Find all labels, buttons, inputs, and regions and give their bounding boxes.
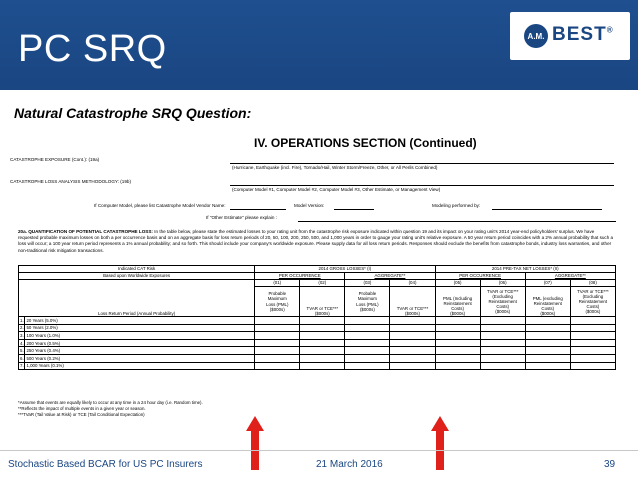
value-cell[interactable] (570, 339, 615, 347)
exposure-label: CATASTROPHE EXPOSURE (Cont.): (19a) (10, 157, 100, 162)
table-row (19, 324, 616, 332)
value-cell[interactable] (300, 362, 345, 370)
logo-text: BEST (552, 24, 607, 45)
col-num-08: (08) (570, 280, 615, 287)
value-cell[interactable] (390, 324, 435, 332)
row-number: 6. (20, 355, 24, 361)
vendor-field-line (230, 209, 286, 210)
value-cell[interactable] (570, 317, 615, 325)
value-cell[interactable] (525, 354, 570, 362)
value-cell[interactable] (525, 317, 570, 325)
value-cell[interactable] (345, 332, 390, 340)
exposure-field-line (230, 163, 614, 164)
method-label: CATASTROPHE LOSS ANALYSIS METHODOLOGY: (19b) (10, 179, 131, 184)
question-heading: Natural Catastrophe SRQ Question: (14, 105, 252, 121)
table-row (19, 339, 616, 347)
value-cell[interactable] (345, 317, 390, 325)
value-cell[interactable] (480, 324, 525, 332)
col-num-04: (04) (390, 280, 435, 287)
row-period-label: 20 Years (5.0%) (25, 317, 255, 325)
value-cell[interactable] (570, 332, 615, 340)
value-cell[interactable] (255, 332, 300, 340)
am-best-logo (510, 12, 630, 60)
other-field-line (298, 221, 616, 222)
row-number: 5. (20, 348, 24, 354)
value-cell[interactable] (255, 354, 300, 362)
value-cell[interactable] (480, 332, 525, 340)
footnote-1: *Assume that events are equally likely to occur at any time in a 24 hour day (i.e. Random time). (18, 400, 203, 405)
indicated-cat-risk-header: Indicated CAT Risk (19, 266, 255, 273)
footnote-2: **Reflects the impact of multiple events in a given year or season. (18, 406, 146, 411)
table-row (19, 362, 616, 370)
footer-divider (0, 450, 638, 451)
table-footnotes (18, 400, 203, 418)
value-cell[interactable] (570, 354, 615, 362)
footer-date: 21 March 2016 (316, 459, 383, 470)
gross-aggregate-header: AGGREGATE** (345, 273, 435, 280)
value-cell[interactable] (300, 339, 345, 347)
value-cell[interactable] (480, 354, 525, 362)
value-cell[interactable] (435, 347, 480, 355)
value-cell[interactable] (435, 317, 480, 325)
am-best-wordmark (552, 24, 614, 46)
value-cell[interactable] (525, 339, 570, 347)
question-20a-text (18, 229, 616, 254)
logo-reg-mark: ® (606, 25, 614, 35)
value-cell[interactable] (345, 362, 390, 370)
exposure-hint: (Hurricane, Earthquake (incl. Fire), Tornado/Hail, Winter Storm/Freeze, Other, or All Perils Combined) (232, 165, 438, 170)
row-number: 1. (20, 317, 24, 323)
table-row (19, 354, 616, 362)
col-head-05: PML (Including Reinstatement Costs) ($000s) (435, 287, 480, 317)
col-head-07: PML (excluding Reinstatement Costs) ($000s) (525, 287, 570, 317)
table-row (19, 332, 616, 340)
value-cell[interactable] (255, 339, 300, 347)
footnote-3: ***TVaR (Tail Value at Risk) or TCE (Tail Conditional Expectation) (18, 412, 145, 417)
col-num-02: (02) (300, 280, 345, 287)
row-number: 4. (20, 340, 24, 346)
col-num-03: (03) (345, 280, 390, 287)
value-cell[interactable] (345, 347, 390, 355)
row-period-label: 250 Years (0.4%) (25, 347, 255, 355)
row-label-header: Loss Return Period (Annual Probability) (19, 280, 255, 317)
version-field-line (334, 209, 374, 210)
row-number: 7. (20, 363, 24, 369)
value-cell[interactable] (570, 362, 615, 370)
gross-losses-header: 2014 GROSS LOSSES* (I) (255, 266, 435, 273)
gross-per-occurrence-header: PER OCCURRENCE (255, 273, 345, 280)
value-cell[interactable] (300, 317, 345, 325)
title-band (0, 0, 638, 90)
pml-table-body (19, 317, 616, 370)
question-20a-heading: 20a. QUANTIFICATION OF POTENTIAL CATASTROPHE LOSS: (18, 229, 153, 234)
value-cell[interactable] (255, 324, 300, 332)
value-cell[interactable] (390, 362, 435, 370)
net-aggregate-header: AGGREGATE** (525, 273, 615, 280)
col-head-03: Probable Maximum Loss (PML) ($000s) (345, 287, 390, 317)
value-cell[interactable] (300, 347, 345, 355)
col-head-02: TVAR or TCE*** ($000s) (300, 287, 345, 317)
value-cell[interactable] (300, 354, 345, 362)
row-number: 2. (20, 325, 24, 331)
value-cell[interactable] (480, 317, 525, 325)
red-arrow-up-icon (246, 416, 264, 470)
net-per-occurrence-header: PER OCCURRENCE (435, 273, 525, 280)
based-upon-header: Based upon Worldwide Exposures (19, 273, 255, 280)
row-period-label: 100 Years (1.0%) (25, 332, 255, 340)
value-cell[interactable] (435, 339, 480, 347)
value-cell[interactable] (480, 347, 525, 355)
value-cell[interactable] (345, 354, 390, 362)
value-cell[interactable] (390, 317, 435, 325)
col-num-06: (06) (480, 280, 525, 287)
value-cell[interactable] (255, 362, 300, 370)
value-cell[interactable] (435, 354, 480, 362)
red-arrow-up-icon (431, 416, 449, 470)
col-head-01: Probable Maximum Loss (PML) ($000s) (255, 287, 300, 317)
pml-table (18, 265, 616, 370)
method-hint: (Computer Model #1, Computer Model #2, Computer Model #3, Other Estimate, or Management View) (232, 187, 441, 192)
value-cell[interactable] (480, 339, 525, 347)
other-label: If "Other Estimate" please explain : (206, 215, 277, 220)
value-cell[interactable] (255, 317, 300, 325)
value-cell[interactable] (525, 362, 570, 370)
value-cell[interactable] (300, 332, 345, 340)
value-cell[interactable] (525, 332, 570, 340)
col-num-01: (01) (255, 280, 300, 287)
col-head-06: TVAR or TCE*** (Excluding Reinstatement Costs) ($000s) (480, 287, 525, 317)
value-cell[interactable] (345, 324, 390, 332)
row-period-label: 1,000 Years (0.1%) (25, 362, 255, 370)
value-cell[interactable] (525, 324, 570, 332)
value-cell[interactable] (390, 347, 435, 355)
value-cell[interactable] (570, 347, 615, 355)
slide-title: PC SRQ (18, 28, 167, 70)
value-cell[interactable] (480, 362, 525, 370)
value-cell[interactable] (435, 332, 480, 340)
performed-field-line (492, 209, 602, 210)
page-number: 39 (604, 459, 616, 470)
col-num-07: (07) (525, 280, 570, 287)
col-num-05: (05) (435, 280, 480, 287)
row-period-label: 50 Years (2.0%) (25, 324, 255, 332)
table-row (19, 317, 616, 325)
performed-label: Modeling performed by: (432, 203, 481, 208)
value-cell[interactable] (255, 347, 300, 355)
col-head-04: TVAR or TCE*** ($000s) (390, 287, 435, 317)
value-cell[interactable] (300, 324, 345, 332)
value-cell[interactable] (345, 339, 390, 347)
row-number: 3. (20, 332, 24, 338)
value-cell[interactable] (390, 354, 435, 362)
srq-form-excerpt (8, 133, 626, 431)
value-cell[interactable] (435, 324, 480, 332)
am-best-seal-icon: A.M. (524, 24, 548, 48)
method-field-line (230, 185, 614, 186)
value-cell[interactable] (390, 339, 435, 347)
form-section-title: IV. OPERATIONS SECTION (Continued) (254, 136, 477, 150)
col-head-08: TVAR or TCE*** (Excluding Reinstatement Costs) ($000s) (570, 287, 615, 317)
net-losses-header: 2014 PRE-TAX NET LOSSES* (II) (435, 266, 615, 273)
footer-title: Stochastic Based BCAR for US PC Insurers (8, 459, 203, 470)
value-cell[interactable] (390, 332, 435, 340)
table-row (19, 347, 616, 355)
value-cell[interactable] (570, 324, 615, 332)
value-cell[interactable] (435, 362, 480, 370)
row-period-label: 200 Years (0.5%) (25, 339, 255, 347)
vendor-label: If Computer Model, please list Catastrophe Model Vendor Name: (94, 203, 226, 208)
question-20a-body: In the table below, please state the estimated losses to your rating unit from the catastrophe risk exposure indicated within question 19 and its impact on your rating unit's 2014 year-end policyholders' surplus. We have requested probable maximum losses on both a per occurrence basis and on an aggregate basis for loss return periods of 20, 50, 100, 200, 250, 500, and 1,000 years in order to gauge your rating unit's relative exposure. A 50 year return period coincides with a 2% annual probability that such a loss will occur; a 100 year return period represents a 1% annual probability; and so forth. This should include your company's worldwide exposure. Please supply data for all loss return periods. Responses should exclude the benefits from catastrophe bonds, industry loss warranties, and other non-traditional risk mitigation transactions. (18, 229, 614, 253)
version-label: Model Version: (294, 203, 325, 208)
value-cell[interactable] (525, 347, 570, 355)
row-period-label: 500 Years (0.2%) (25, 354, 255, 362)
